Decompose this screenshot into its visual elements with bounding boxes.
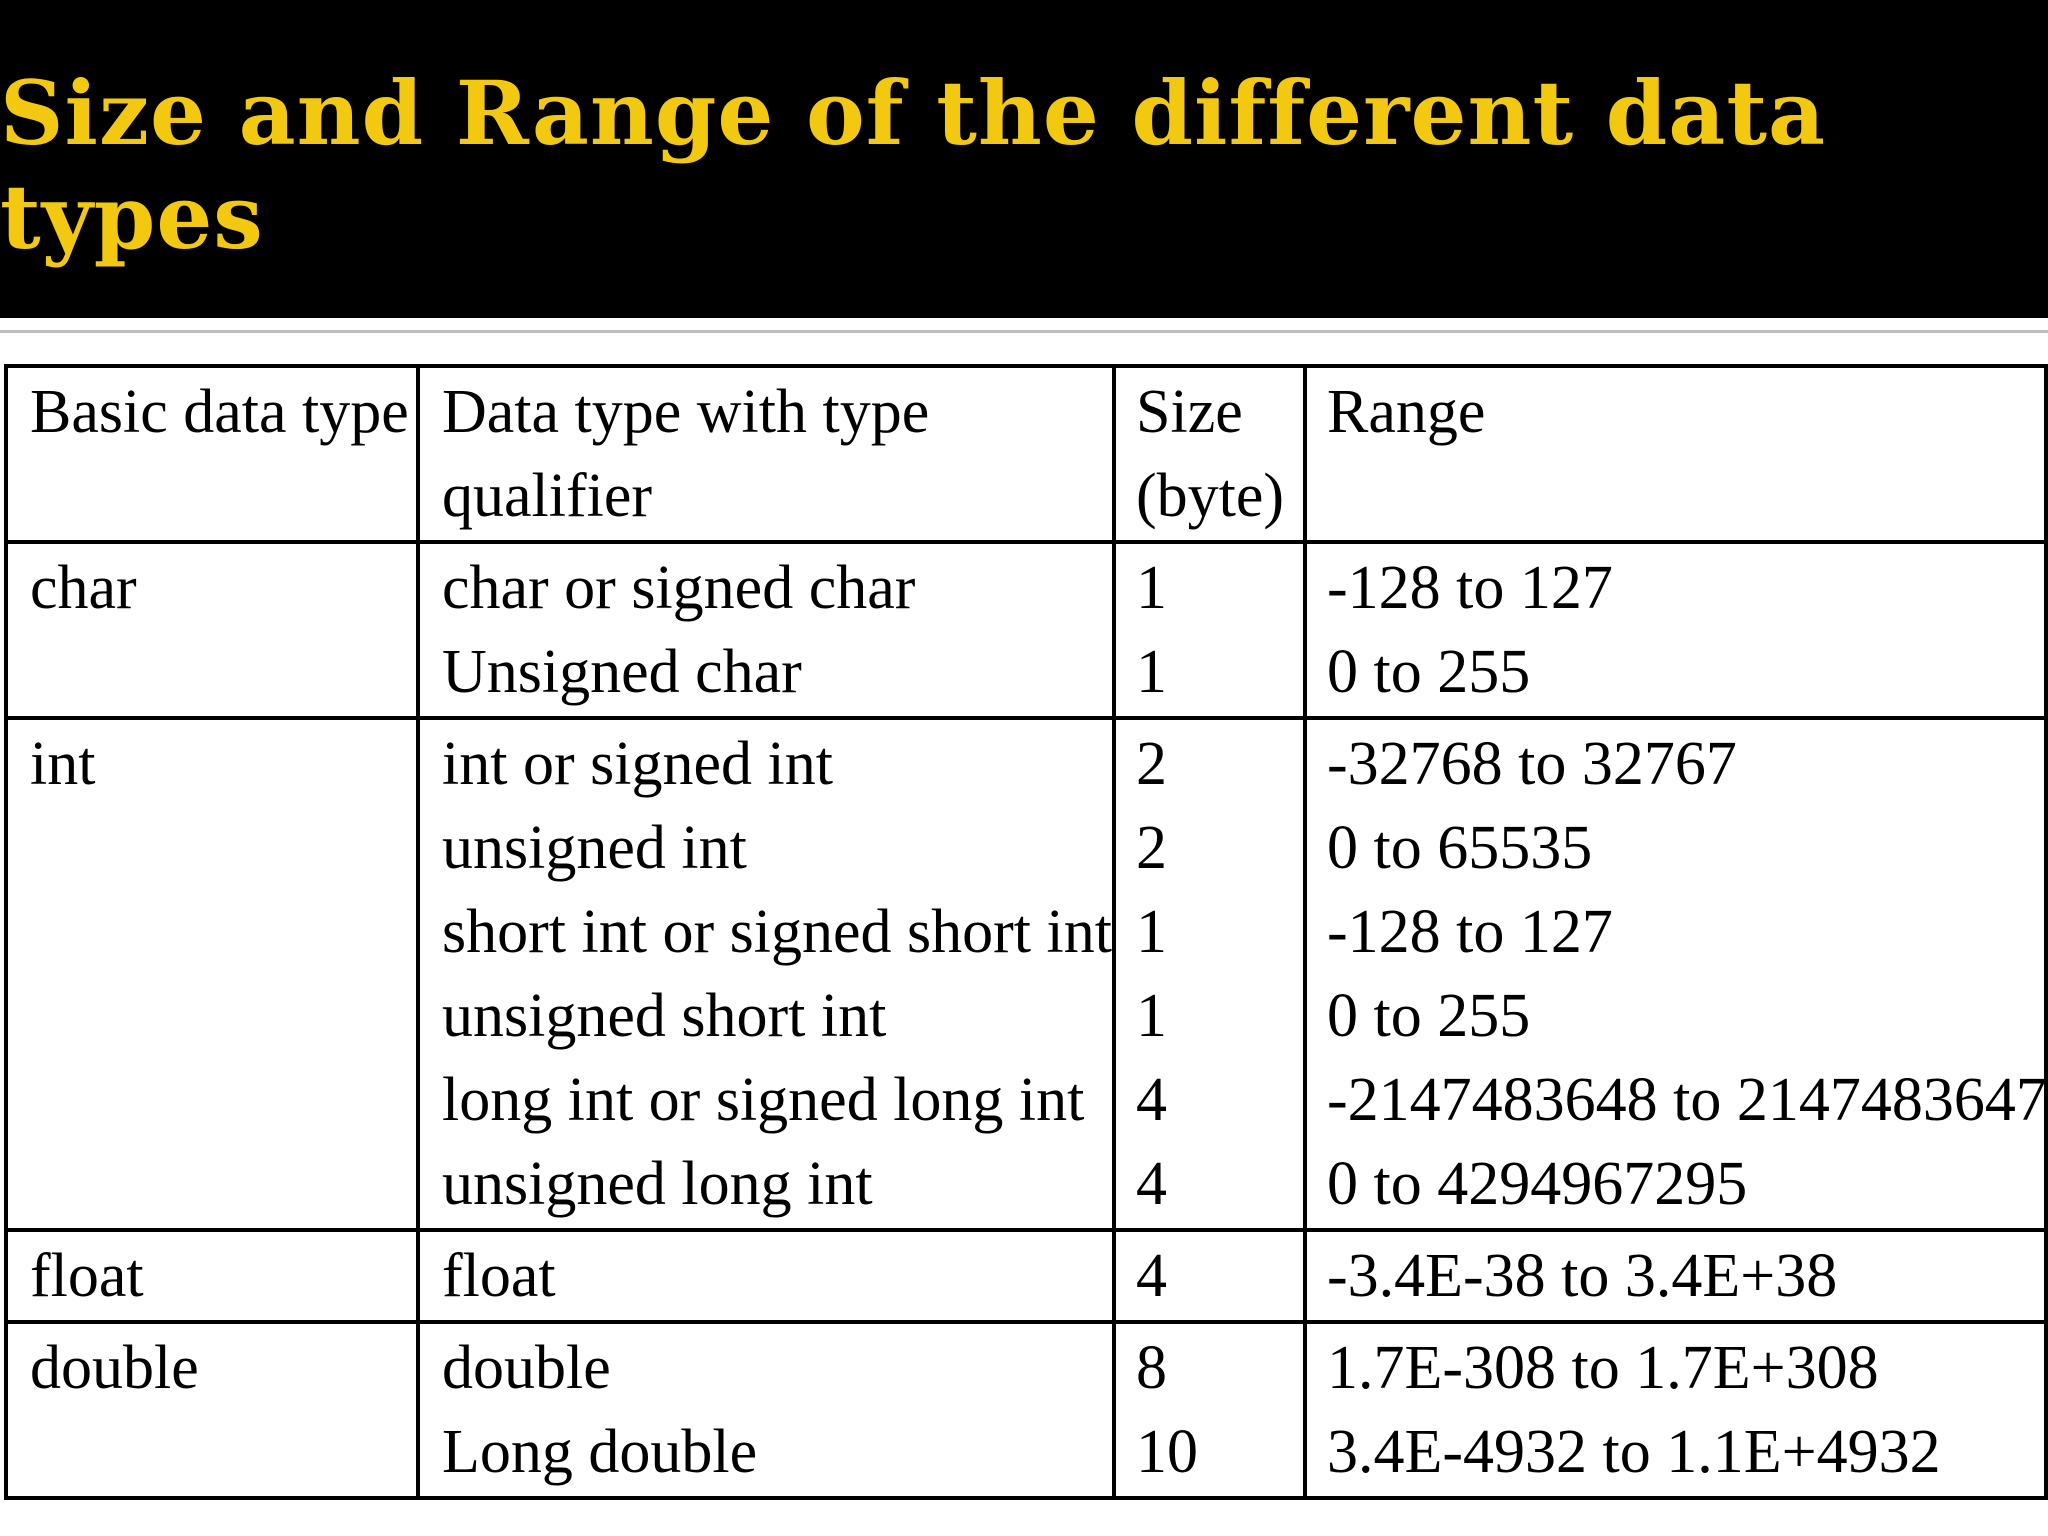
size-value: 4 bbox=[1136, 1066, 1167, 1134]
qualifier-label: unsigned int bbox=[442, 814, 747, 882]
table-header-row bbox=[6, 366, 2046, 542]
size-value: 1 bbox=[1136, 554, 1167, 622]
range-value: -128 to 127 bbox=[1327, 554, 1613, 622]
header-size-line2: (byte) bbox=[1136, 462, 1285, 530]
basic-type-label: int bbox=[30, 730, 96, 798]
cell-qualifiers bbox=[418, 542, 1114, 718]
size-value: 4 bbox=[1136, 1242, 1167, 1310]
cell-sizes bbox=[1114, 542, 1305, 718]
qualifier-label: Long double bbox=[442, 1418, 758, 1486]
header-size-line1: Size bbox=[1136, 378, 1243, 446]
basic-type-label: float bbox=[30, 1242, 144, 1310]
range-value: 0 to 255 bbox=[1327, 638, 1531, 706]
header-size bbox=[1114, 366, 1305, 542]
cell-basic-type bbox=[6, 1322, 418, 1498]
table-container bbox=[4, 364, 2047, 1500]
cell-ranges bbox=[1305, 1230, 2046, 1322]
cell-qualifiers bbox=[418, 718, 1114, 1230]
qualifier-label: unsigned short int bbox=[442, 982, 887, 1050]
range-value: 3.4E-4932 to 1.1E+4932 bbox=[1327, 1418, 1941, 1486]
range-value: 0 to 65535 bbox=[1327, 814, 1593, 882]
range-value: -3.4E-38 to 3.4E+38 bbox=[1327, 1242, 1838, 1310]
qualifier-label: double bbox=[442, 1334, 611, 1402]
size-value: 1 bbox=[1136, 638, 1167, 706]
size-value: 4 bbox=[1136, 1150, 1167, 1218]
cell-ranges bbox=[1305, 542, 2046, 718]
size-value: 1 bbox=[1136, 898, 1167, 966]
cell-basic-type bbox=[6, 1230, 418, 1322]
table-row-float bbox=[6, 1230, 2046, 1322]
cell-basic-type bbox=[6, 718, 418, 1230]
divider bbox=[0, 330, 2048, 333]
range-value: 0 to 4294967295 bbox=[1327, 1150, 1748, 1218]
table-row-double bbox=[6, 1322, 2046, 1498]
cell-qualifiers bbox=[418, 1230, 1114, 1322]
header-qualifier-line1: Data type with type bbox=[442, 378, 930, 446]
size-value: 2 bbox=[1136, 814, 1167, 882]
header-range-label: Range bbox=[1327, 378, 1486, 446]
header-basic-data-type bbox=[6, 366, 418, 542]
qualifier-label: unsigned long int bbox=[442, 1150, 873, 1218]
cell-sizes bbox=[1114, 1230, 1305, 1322]
qualifier-label: int or signed int bbox=[442, 730, 833, 798]
range-value: -2147483648 to 2147483647 bbox=[1327, 1066, 2047, 1134]
qualifier-label: short int or signed short int bbox=[442, 898, 1112, 966]
cell-ranges bbox=[1305, 1322, 2046, 1498]
qualifier-label: Unsigned char bbox=[442, 638, 802, 706]
basic-type-label: char bbox=[30, 554, 137, 622]
size-value: 2 bbox=[1136, 730, 1167, 798]
title-bar bbox=[0, 0, 2048, 318]
size-value: 10 bbox=[1136, 1418, 1198, 1486]
range-value: -32768 to 32767 bbox=[1327, 730, 1737, 798]
cell-sizes bbox=[1114, 718, 1305, 1230]
table-row-char bbox=[6, 542, 2046, 718]
qualifier-label: long int or signed long int bbox=[442, 1066, 1085, 1134]
cell-ranges bbox=[1305, 718, 2046, 1230]
basic-type-label: double bbox=[30, 1334, 199, 1402]
range-value: -128 to 127 bbox=[1327, 898, 1613, 966]
header-range bbox=[1305, 366, 2046, 542]
slide-title: Size and Range of the different data types bbox=[0, 61, 1826, 269]
header-qualifier-line2: qualifier bbox=[442, 462, 653, 530]
cell-qualifiers bbox=[418, 1322, 1114, 1498]
range-value: 0 to 255 bbox=[1327, 982, 1531, 1050]
size-value: 8 bbox=[1136, 1334, 1167, 1402]
data-types-table bbox=[4, 364, 2048, 1500]
header-basic-label: Basic data type bbox=[30, 378, 409, 446]
table-row-int bbox=[6, 718, 2046, 1230]
size-value: 1 bbox=[1136, 982, 1167, 1050]
cell-basic-type bbox=[6, 542, 418, 718]
range-value: 1.7E-308 to 1.7E+308 bbox=[1327, 1334, 1879, 1402]
header-type-qualifier bbox=[418, 366, 1114, 542]
cell-sizes bbox=[1114, 1322, 1305, 1498]
qualifier-label: float bbox=[442, 1242, 556, 1310]
qualifier-label: char or signed char bbox=[442, 554, 916, 622]
